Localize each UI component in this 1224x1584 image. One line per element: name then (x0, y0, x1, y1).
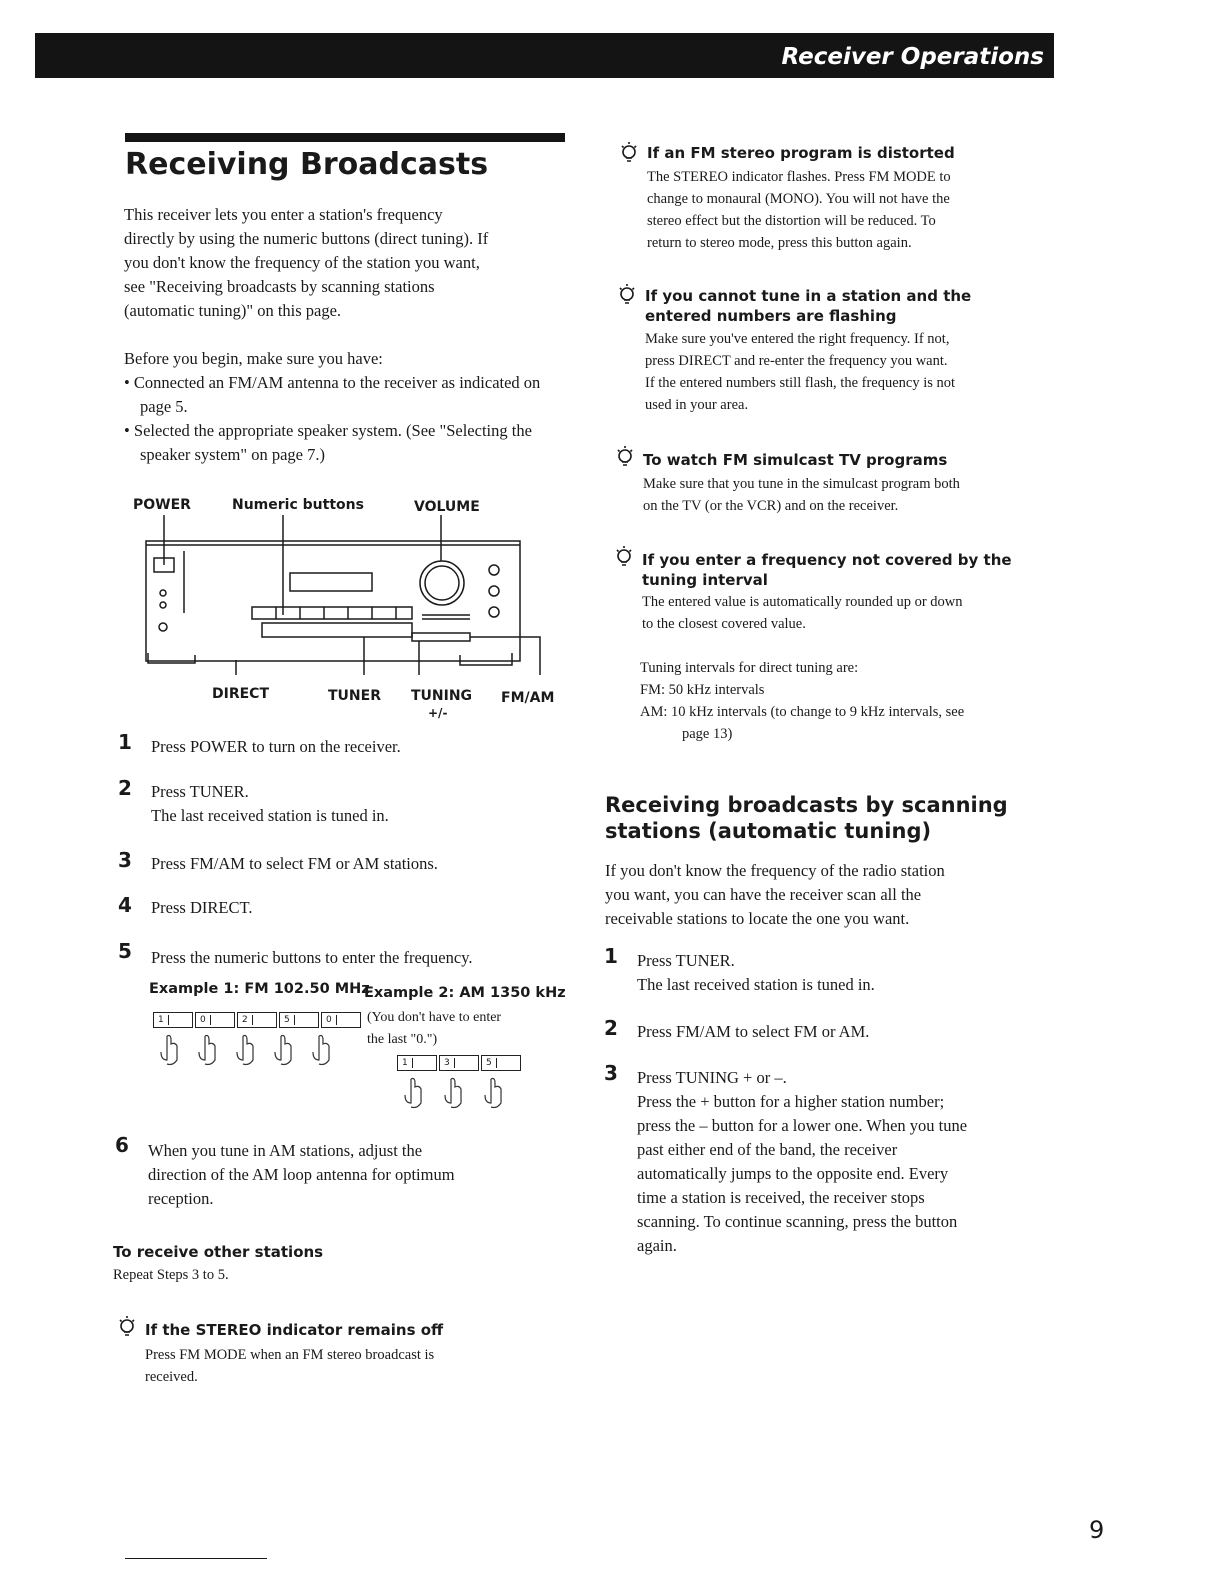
tip-line: to the closest covered value. (642, 616, 806, 632)
label-numeric-buttons: Numeric buttons (232, 497, 364, 513)
note-line: the last "0.") (367, 1032, 438, 1047)
intro-paragraph (124, 203, 574, 323)
tip-line: Make sure you've entered the right frequency. If not, (645, 331, 950, 347)
tuning-intervals (640, 657, 964, 745)
tip-lightbulb-icon (115, 1314, 139, 1340)
intro-line: (automatic tuning)" on this page. (124, 301, 342, 320)
step-text (151, 896, 252, 920)
step-line: Press TUNER. (151, 782, 249, 801)
label-power: POWER (133, 497, 191, 513)
tip-line: on the TV (or the VCR) and on the receiver. (643, 498, 899, 514)
step-line: again. (637, 1236, 677, 1255)
step-line: Press FM/AM to select FM or AM. (637, 1022, 870, 1041)
other-stations-heading: To receive other stations (113, 1243, 324, 1261)
step-line: Press TUNING + or –. (637, 1068, 787, 1087)
step-number: 5 (118, 939, 132, 963)
tip-line: received. (145, 1369, 198, 1385)
intervals-am-cont: page 13) (682, 726, 733, 742)
tip-text (645, 328, 955, 416)
label-tuning: TUNING (411, 688, 473, 704)
tip-line: The entered value is automatically rounded up or down (642, 594, 963, 610)
step-text (637, 1066, 967, 1258)
footer-rule (125, 1558, 267, 1559)
bullet-item: • Connected an FM/AM antenna to the receiver as indicated on page 5. (124, 373, 541, 416)
step-number: 3 (118, 848, 132, 872)
label-fm-am: FM/AM (501, 690, 555, 706)
label-direct: DIRECT (212, 686, 269, 702)
tip-line: The STEREO indicator flashes. Press FM MODE to (647, 169, 951, 185)
step-text (637, 1020, 869, 1044)
step-text (151, 852, 438, 876)
tuning-buttons (412, 633, 470, 641)
step-number: 6 (115, 1133, 129, 1157)
step-line: Press the + button for a higher station number; (637, 1092, 945, 1111)
tip-line: Make sure that you tune in the simulcast program both (643, 476, 960, 492)
step-line: press the – button for a lower one. When you tune (637, 1116, 968, 1135)
page-number: 9 (1089, 1516, 1105, 1544)
tip-lightbulb-icon (615, 282, 639, 308)
receiver-foot-right (460, 653, 512, 665)
tip-heading: If an FM stereo program is distorted (647, 144, 955, 162)
page-title: Receiving Broadcasts (125, 147, 489, 182)
scan-intro (605, 859, 945, 931)
key-button: 3 (439, 1055, 479, 1071)
receiver-front-panel (146, 541, 520, 661)
tip-line: press DIRECT and re-enter the frequency you want. (645, 353, 948, 369)
intervals-lead: Tuning intervals for direct tuning are: (640, 660, 859, 676)
example-2-note (367, 1007, 501, 1051)
tip-text (642, 591, 963, 635)
before-you-begin (124, 347, 544, 467)
tip-line: return to stereo mode, press this button again. (647, 235, 912, 251)
step-text (151, 780, 389, 828)
finger-press-icons-2 (397, 1073, 527, 1115)
step-number: 1 (118, 730, 132, 754)
step-line: The last received station is tuned in. (151, 806, 389, 825)
key-button: 0 (195, 1012, 235, 1028)
tip-text (643, 473, 960, 517)
before-lead: Before you begin, make sure you have: (124, 349, 383, 368)
finger-press-icons-1 (153, 1030, 353, 1070)
receiver-diagram (140, 515, 550, 695)
tip-lightbulb-icon (617, 140, 641, 166)
intro-line: you don't know the frequency of the station you want, (124, 253, 480, 272)
key-button: 1 (397, 1055, 437, 1071)
step-text (151, 946, 473, 970)
step-line: Press TUNER. (637, 951, 735, 970)
tip-line: change to monaural (MONO). You will not have the (647, 191, 950, 207)
bullet-item: • Selected the appropriate speaker system. (See "Selecting the speaker system" on page 7.) (124, 421, 532, 464)
tip-line: stereo effect but the distortion will be reduced. To (647, 213, 936, 229)
key-button: 5 (279, 1012, 319, 1028)
display-window (290, 573, 372, 591)
tip-heading: To watch FM simulcast TV programs (643, 451, 948, 469)
tip-lightbulb-icon (612, 544, 636, 570)
key-button: 0 (321, 1012, 361, 1028)
tip-lightbulb-icon (613, 444, 637, 470)
intervals-fm: FM: 50 kHz intervals (640, 682, 765, 698)
scan-intro-line: receivable stations to locate the one you want. (605, 909, 910, 928)
intro-line: This receiver lets you enter a station's frequency (124, 205, 443, 224)
step-number: 2 (118, 776, 132, 800)
other-stations-text: Repeat Steps 3 to 5. (113, 1267, 229, 1283)
section-label: Receiver Operations (781, 44, 1044, 70)
step-line: Press DIRECT. (151, 898, 253, 917)
label-volume: VOLUME (414, 499, 480, 515)
intro-line: directly by using the numeric buttons (direct tuning). If (124, 229, 489, 248)
example-2-keys (397, 1055, 521, 1071)
step-line: time a station is received, the receiver stops (637, 1188, 925, 1207)
step-line: The last received station is tuned in. (637, 975, 875, 994)
step-line: Press FM/AM to select FM or AM stations. (151, 854, 438, 873)
tip-line: Press FM MODE when an FM stereo broadcast is (145, 1347, 435, 1363)
step-line: automatically jumps to the opposite end. Every (637, 1164, 949, 1183)
step-number: 1 (604, 944, 618, 968)
step-number: 3 (604, 1061, 618, 1085)
note-line: (You don't have to enter (367, 1010, 502, 1025)
intervals-am: AM: 10 kHz intervals (to change to 9 kHz intervals, see (640, 704, 965, 720)
function-buttons-row (262, 623, 412, 637)
tip-text (647, 166, 951, 254)
scan-intro-line: you want, you can have the receiver scan all the (605, 885, 922, 904)
step-line: scanning. To continue scanning, press the button (637, 1212, 958, 1231)
tip-heading: If the STEREO indicator remains off (145, 1321, 444, 1339)
label-tuning-sign: +/- (428, 706, 448, 720)
example-1-label: Example 1: FM 102.50 MHz (149, 981, 370, 997)
tip-text (145, 1344, 434, 1388)
tip-heading: If you cannot tune in a station and the entered numbers are flashing (645, 287, 972, 325)
step-line: past either end of the band, the receiver (637, 1140, 898, 1159)
step-line: direction of the AM loop antenna for optimum (148, 1165, 455, 1184)
step-text (151, 735, 401, 759)
step-line: When you tune in AM stations, adjust the (148, 1141, 423, 1160)
tip-heading: If you enter a frequency not covered by the tuning interval (642, 551, 1012, 589)
scan-heading: Receiving broadcasts by scanning stations (automatic tuning) (605, 793, 1008, 843)
key-button: 1 (153, 1012, 193, 1028)
example-2-label: Example 2: AM 1350 kHz (364, 985, 566, 1001)
scan-intro-line: If you don't know the frequency of the radio station (605, 861, 945, 880)
intro-line: see "Receiving broadcasts by scanning stations (124, 277, 435, 296)
step-number: 4 (118, 893, 132, 917)
key-button: 2 (237, 1012, 277, 1028)
tip-line: If the entered numbers still flash, the frequency is not (645, 375, 956, 391)
step-line: Press POWER to turn on the receiver. (151, 737, 401, 756)
step-text (637, 949, 875, 997)
example-1-keys (153, 1012, 361, 1028)
key-button: 5 (481, 1055, 521, 1071)
step-line: Press the numeric buttons to enter the frequency. (151, 948, 473, 967)
step-line: reception. (148, 1189, 214, 1208)
label-tuner: TUNER (328, 688, 381, 704)
step-number: 2 (604, 1016, 618, 1040)
title-rule (125, 133, 565, 142)
step-text (148, 1139, 455, 1211)
tip-line: used in your area. (645, 397, 749, 413)
volume-knob (420, 561, 464, 605)
